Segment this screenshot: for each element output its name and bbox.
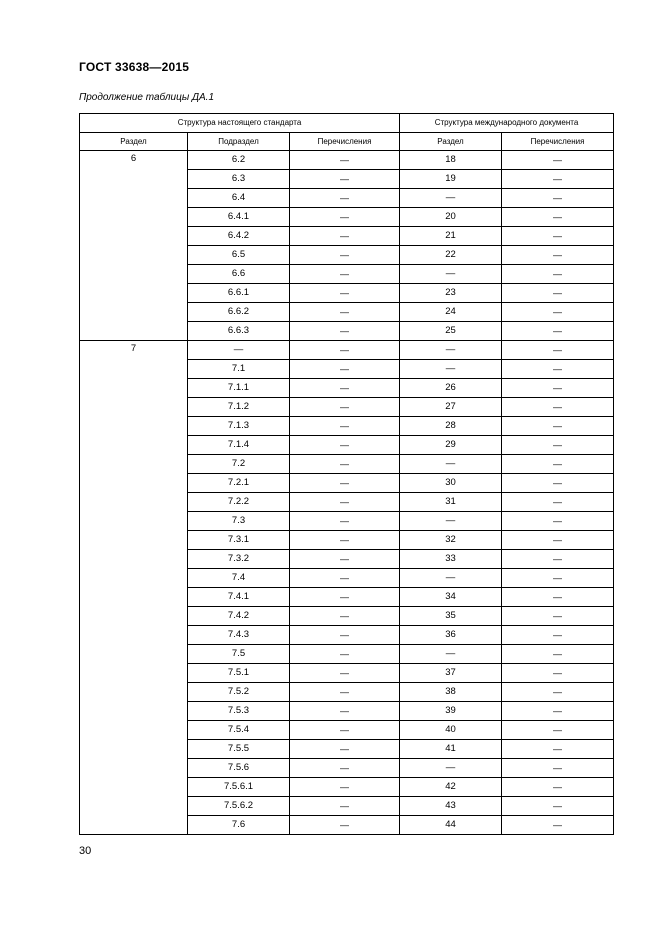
enumeration-cell: — [290, 360, 400, 379]
enumeration-cell: — [290, 436, 400, 455]
int-section-cell: 38 [400, 683, 502, 702]
group-header-current-standard: Структура настоящего стандарта [80, 114, 400, 133]
enumeration-cell: — [290, 721, 400, 740]
column-header-enumerations: Перечисления [290, 133, 400, 151]
enumeration-cell: — [290, 702, 400, 721]
int-enumeration-cell: — [502, 683, 614, 702]
enumeration-cell: — [290, 493, 400, 512]
enumeration-cell: — [290, 303, 400, 322]
enumeration-cell: — [290, 151, 400, 170]
enumeration-cell: — [290, 474, 400, 493]
int-enumeration-cell: — [502, 322, 614, 341]
int-enumeration-cell: — [502, 816, 614, 835]
enumeration-cell: — [290, 341, 400, 360]
enumeration-cell: — [290, 797, 400, 816]
subsection-cell: 7.1 [188, 360, 290, 379]
subsection-cell: 6.6.3 [188, 322, 290, 341]
int-section-cell: 35 [400, 607, 502, 626]
int-enumeration-cell: — [502, 474, 614, 493]
subsection-cell: 7.5.4 [188, 721, 290, 740]
enumeration-cell: — [290, 588, 400, 607]
subsection-cell: 6.6 [188, 265, 290, 284]
table-body [80, 151, 614, 835]
subsection-cell: 7.5.6.1 [188, 778, 290, 797]
enumeration-cell: — [290, 664, 400, 683]
int-section-cell: 23 [400, 284, 502, 303]
int-enumeration-cell: — [502, 759, 614, 778]
int-enumeration-cell: — [502, 436, 614, 455]
subsection-cell: 7.1.4 [188, 436, 290, 455]
enumeration-cell: — [290, 550, 400, 569]
enumeration-cell: — [290, 265, 400, 284]
int-enumeration-cell: — [502, 341, 614, 360]
enumeration-cell: — [290, 607, 400, 626]
int-section-cell: — [400, 341, 502, 360]
section-cell: 6 [80, 151, 188, 341]
int-enumeration-cell: — [502, 455, 614, 474]
subsection-cell: 7.3 [188, 512, 290, 531]
subsection-cell: 7.1.3 [188, 417, 290, 436]
int-enumeration-cell: — [502, 797, 614, 816]
int-section-cell: 30 [400, 474, 502, 493]
int-section-cell: 42 [400, 778, 502, 797]
subsection-cell: 6.4 [188, 189, 290, 208]
int-section-cell: 25 [400, 322, 502, 341]
enumeration-cell: — [290, 683, 400, 702]
int-section-cell: 29 [400, 436, 502, 455]
int-section-cell: — [400, 189, 502, 208]
int-enumeration-cell: — [502, 208, 614, 227]
int-enumeration-cell: — [502, 645, 614, 664]
int-enumeration-cell: — [502, 227, 614, 246]
page-number: 30 [79, 845, 92, 857]
enumeration-cell: — [290, 170, 400, 189]
subsection-cell: 7.5.1 [188, 664, 290, 683]
int-enumeration-cell: — [502, 303, 614, 322]
int-enumeration-cell: — [502, 151, 614, 170]
subsection-cell: 6.3 [188, 170, 290, 189]
subsection-cell: 7.1.2 [188, 398, 290, 417]
int-section-cell: 39 [400, 702, 502, 721]
enumeration-cell: — [290, 816, 400, 835]
int-section-cell: 37 [400, 664, 502, 683]
int-enumeration-cell: — [502, 569, 614, 588]
enumeration-cell: — [290, 189, 400, 208]
column-header-int-enumerations: Перечисления [502, 133, 614, 151]
int-enumeration-cell: — [502, 721, 614, 740]
enumeration-cell: — [290, 417, 400, 436]
column-header-section: Раздел [80, 133, 188, 151]
int-enumeration-cell: — [502, 588, 614, 607]
int-section-cell: 32 [400, 531, 502, 550]
int-enumeration-cell: — [502, 417, 614, 436]
subsection-cell: 6.6.2 [188, 303, 290, 322]
subsection-cell: 7.5.6.2 [188, 797, 290, 816]
enumeration-cell: — [290, 379, 400, 398]
int-enumeration-cell: — [502, 626, 614, 645]
subsection-cell: 6.2 [188, 151, 290, 170]
int-section-cell: 24 [400, 303, 502, 322]
int-section-cell: 44 [400, 816, 502, 835]
int-enumeration-cell: — [502, 531, 614, 550]
enumeration-cell: — [290, 398, 400, 417]
enumeration-cell: — [290, 645, 400, 664]
subsection-cell: 7.2 [188, 455, 290, 474]
int-section-cell: — [400, 569, 502, 588]
int-enumeration-cell: — [502, 493, 614, 512]
int-section-cell: — [400, 360, 502, 379]
subsection-cell: 7.5.6 [188, 759, 290, 778]
subsection-cell: 6.4.2 [188, 227, 290, 246]
table-caption: Продолжение таблицы ДА.1 [79, 92, 215, 103]
section-cell: 7 [80, 341, 188, 835]
enumeration-cell: — [290, 512, 400, 531]
int-enumeration-cell: — [502, 170, 614, 189]
table-column-header-row [80, 133, 614, 151]
enumeration-cell: — [290, 759, 400, 778]
subsection-cell: 7.5.3 [188, 702, 290, 721]
table-row [80, 151, 614, 170]
subsection-cell: 7.2.1 [188, 474, 290, 493]
int-section-cell: 34 [400, 588, 502, 607]
subsection-cell: 7.4.2 [188, 607, 290, 626]
group-header-international-document: Структура международного документа [400, 114, 614, 133]
enumeration-cell: — [290, 531, 400, 550]
enumeration-cell: — [290, 208, 400, 227]
int-enumeration-cell: — [502, 664, 614, 683]
int-enumeration-cell: — [502, 379, 614, 398]
enumeration-cell: — [290, 227, 400, 246]
subsection-cell: — [188, 341, 290, 360]
int-enumeration-cell: — [502, 265, 614, 284]
int-section-cell: 40 [400, 721, 502, 740]
int-section-cell: 28 [400, 417, 502, 436]
standard-title: ГОСТ 33638—2015 [79, 60, 190, 74]
enumeration-cell: — [290, 740, 400, 759]
column-header-subsection: Подраздел [188, 133, 290, 151]
int-enumeration-cell: — [502, 740, 614, 759]
int-enumeration-cell: — [502, 284, 614, 303]
table-group-header-row [80, 114, 614, 133]
column-header-int-section: Раздел [400, 133, 502, 151]
int-section-cell: 27 [400, 398, 502, 417]
enumeration-cell: — [290, 246, 400, 265]
subsection-cell: 7.2.2 [188, 493, 290, 512]
correspondence-table [79, 113, 614, 835]
subsection-cell: 6.6.1 [188, 284, 290, 303]
enumeration-cell: — [290, 626, 400, 645]
subsection-cell: 7.5.2 [188, 683, 290, 702]
enumeration-cell: — [290, 455, 400, 474]
int-section-cell: 31 [400, 493, 502, 512]
int-section-cell: 21 [400, 227, 502, 246]
enumeration-cell: — [290, 322, 400, 341]
int-section-cell: — [400, 759, 502, 778]
int-section-cell: 41 [400, 740, 502, 759]
subsection-cell: 7.4.3 [188, 626, 290, 645]
int-section-cell: 36 [400, 626, 502, 645]
int-enumeration-cell: — [502, 360, 614, 379]
int-section-cell: 18 [400, 151, 502, 170]
subsection-cell: 7.6 [188, 816, 290, 835]
table-row [80, 341, 614, 360]
int-section-cell: 20 [400, 208, 502, 227]
subsection-cell: 7.5.5 [188, 740, 290, 759]
int-section-cell: 22 [400, 246, 502, 265]
enumeration-cell: — [290, 284, 400, 303]
int-enumeration-cell: — [502, 189, 614, 208]
subsection-cell: 7.1.1 [188, 379, 290, 398]
int-section-cell: 19 [400, 170, 502, 189]
int-enumeration-cell: — [502, 246, 614, 265]
subsection-cell: 7.3.1 [188, 531, 290, 550]
subsection-cell: 7.4 [188, 569, 290, 588]
int-section-cell: — [400, 512, 502, 531]
int-enumeration-cell: — [502, 778, 614, 797]
int-section-cell: 43 [400, 797, 502, 816]
int-enumeration-cell: — [502, 607, 614, 626]
int-section-cell: 33 [400, 550, 502, 569]
int-section-cell: 26 [400, 379, 502, 398]
subsection-cell: 7.4.1 [188, 588, 290, 607]
subsection-cell: 7.3.2 [188, 550, 290, 569]
subsection-cell: 7.5 [188, 645, 290, 664]
int-enumeration-cell: — [502, 512, 614, 531]
int-enumeration-cell: — [502, 398, 614, 417]
enumeration-cell: — [290, 778, 400, 797]
int-section-cell: — [400, 265, 502, 284]
subsection-cell: 6.4.1 [188, 208, 290, 227]
int-section-cell: — [400, 455, 502, 474]
enumeration-cell: — [290, 569, 400, 588]
int-section-cell: — [400, 645, 502, 664]
subsection-cell: 6.5 [188, 246, 290, 265]
int-enumeration-cell: — [502, 702, 614, 721]
int-enumeration-cell: — [502, 550, 614, 569]
